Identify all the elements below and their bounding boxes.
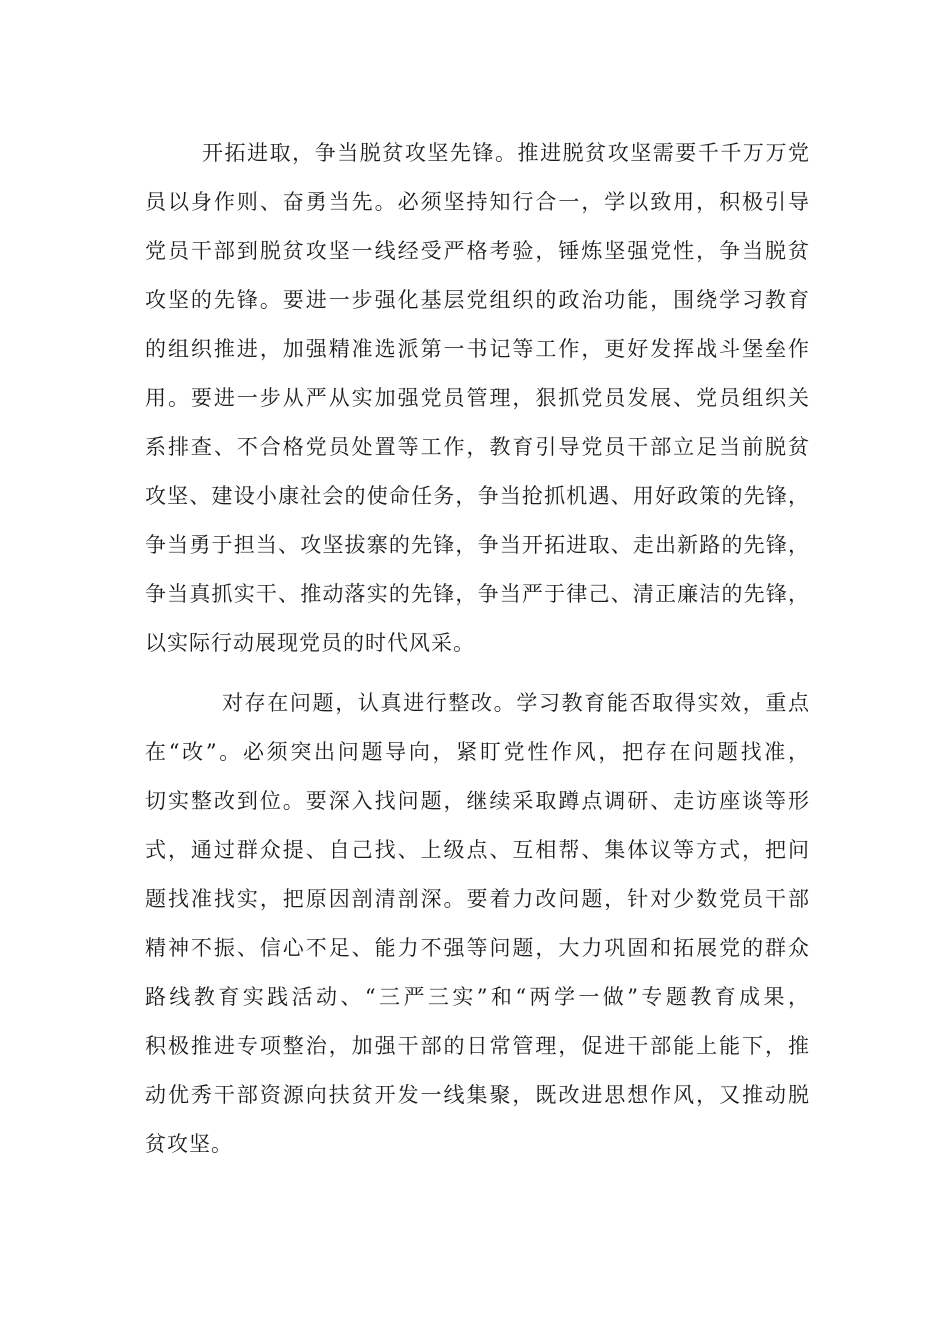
text-line: 贫攻坚。	[145, 1132, 233, 1156]
text-line: 动优秀干部资源向扶贫开发一线集聚，既改进思想作风，又推动脱	[145, 1083, 810, 1107]
text-line: 开拓进取，争当脱贫攻坚先锋。推进脱贫攻坚需要千千万万党	[202, 141, 810, 165]
text-line: 争当真抓实干、推动落实的先锋，争当严于律己、清正廉洁的先锋，	[145, 582, 810, 606]
text-line: 以实际行动展现党员的时代风采。	[145, 631, 475, 655]
text-line: 用。要进一步从严从实加强党员管理，狠抓党员发展、党员组织关	[145, 386, 810, 410]
text-line: 对存在问题，认真进行整改。学习教育能否取得实效，重点	[222, 691, 810, 715]
text-line: 积极推进专项整治，加强干部的日常管理，促进干部能上能下，推	[145, 1034, 810, 1058]
text-line: 在“改”。必须突出问题导向，紧盯党性作风，把存在问题找准，	[145, 740, 810, 764]
text-line: 攻坚、建设小康社会的使命任务，争当抢抓机遇、用好政策的先锋，	[145, 484, 810, 508]
text-line: 争当勇于担当、攻坚拔寨的先锋，争当开拓进取、走出新路的先锋，	[145, 533, 810, 557]
text-line: 攻坚的先锋。要进一步强化基层党组织的政治功能，围绕学习教育	[145, 288, 810, 312]
text-line: 切实整改到位。要深入找问题，继续采取蹲点调研、走访座谈等形	[145, 789, 810, 813]
text-line: 精神不振、信心不足、能力不强等问题，大力巩固和拓展党的群众	[145, 936, 810, 960]
text-line: 路线教育实践活动、“三严三实”和“两学一做”专题教育成果，	[145, 985, 810, 1009]
text-line: 题找准找实，把原因剖清剖深。要着力改问题，针对少数党员干部	[145, 887, 810, 911]
text-line: 的组织推进，加强精准选派第一书记等工作，更好发挥战斗堡垒作	[145, 337, 810, 361]
text-line: 式，通过群众提、自己找、上级点、互相帮、集体议等方式，把问	[145, 838, 810, 862]
text-line: 党员干部到脱贫攻坚一线经受严格考验，锤炼坚强党性，争当脱贫	[145, 239, 810, 263]
text-line: 员以身作则、奋勇当先。必须坚持知行合一，学以致用，积极引导	[145, 190, 810, 214]
text-line: 系排查、不合格党员处置等工作，教育引导党员干部立足当前脱贫	[145, 435, 810, 459]
